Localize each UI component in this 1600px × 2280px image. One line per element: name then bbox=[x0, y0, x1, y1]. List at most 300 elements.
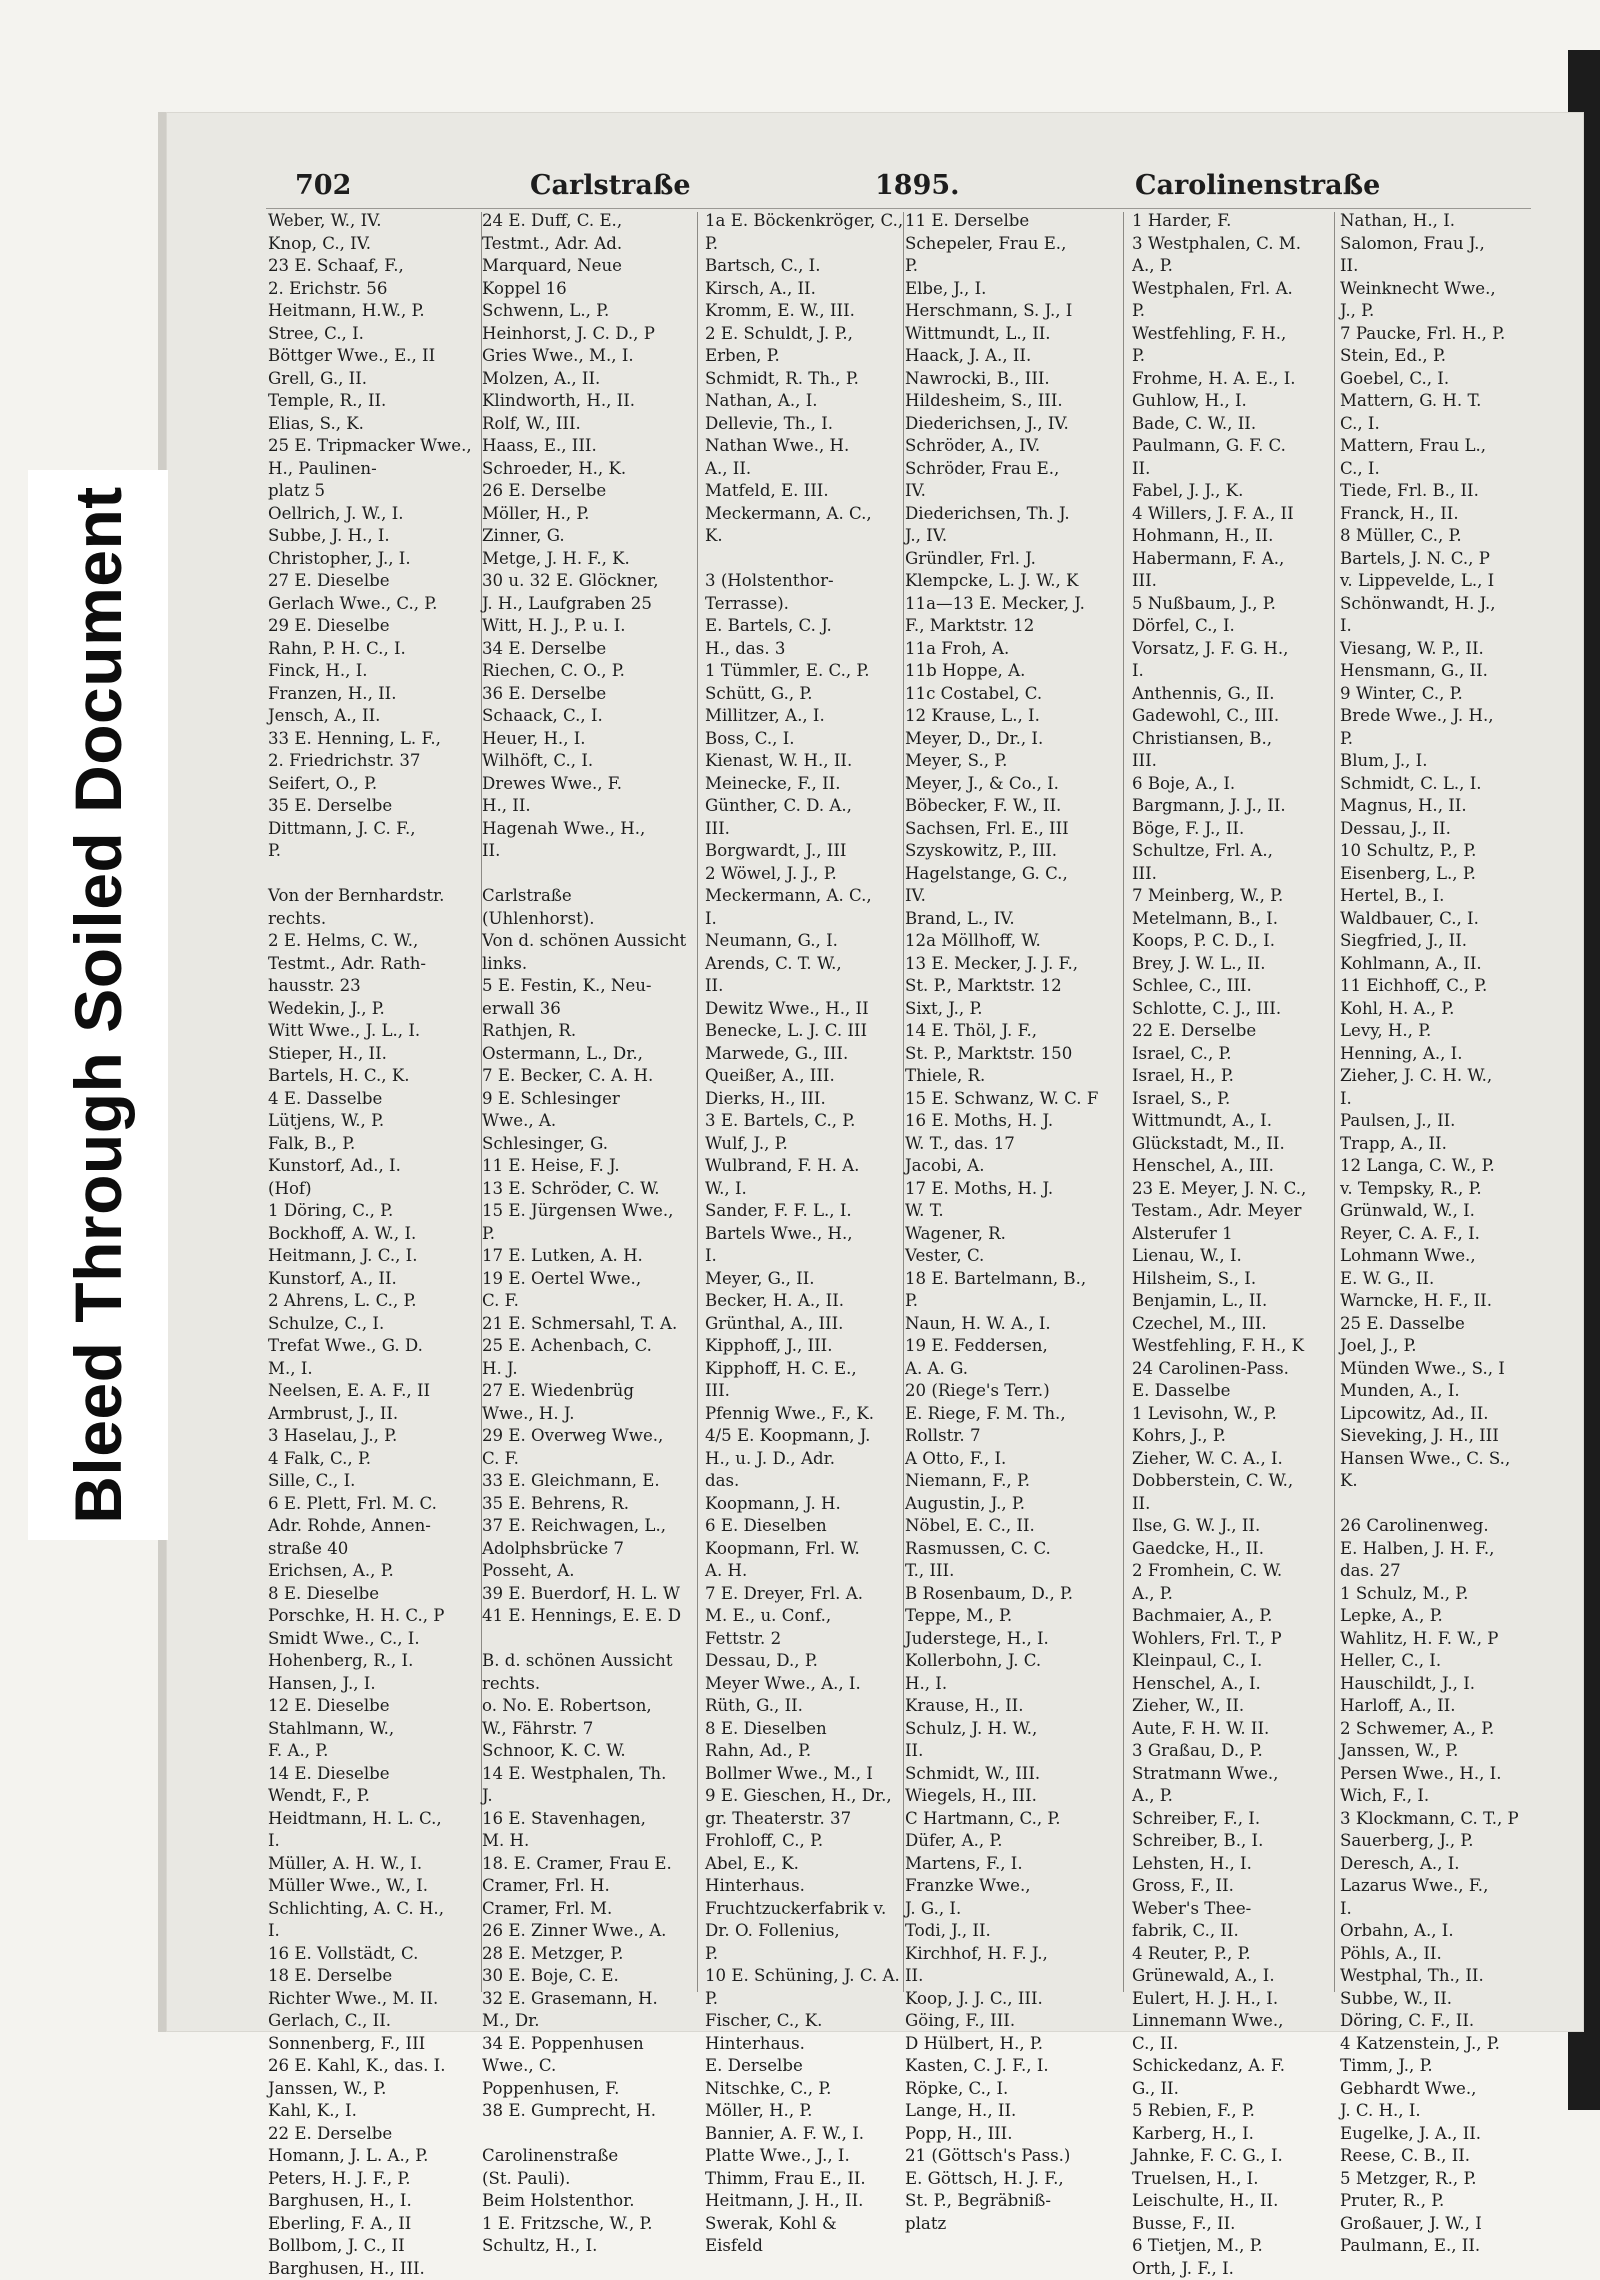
directory-entry-line: Fabel, J. J., K. bbox=[1132, 480, 1340, 503]
directory-entry-line: Lepke, A., P. bbox=[1340, 1605, 1528, 1628]
directory-entry-line: K. bbox=[705, 525, 905, 548]
directory-entry-line: Bargmann, J. J., II. bbox=[1132, 795, 1340, 818]
directory-entry-line: 11 Eichhoff, C., P. bbox=[1340, 975, 1528, 998]
directory-entry-line: Vester, C. bbox=[905, 1245, 1115, 1268]
directory-entry-line: Benjamin, L., II. bbox=[1132, 1290, 1340, 1313]
directory-entry-line: Haass, E., III. bbox=[482, 435, 680, 458]
directory-entry-line: F., Marktstr. 12 bbox=[905, 615, 1115, 638]
directory-entry-line: Naun, H. W. A., I. bbox=[905, 1313, 1115, 1336]
directory-entry-line: II. bbox=[905, 1740, 1115, 1763]
directory-entry-line: Gerlach Wwe., C., P. bbox=[268, 593, 480, 616]
directory-entry-line: Karberg, H., I. bbox=[1132, 2123, 1340, 2146]
directory-entry-line: Israel, S., P. bbox=[1132, 1088, 1340, 1111]
directory-entry-line: Sonnenberg, F., III bbox=[268, 2033, 480, 2056]
directory-column-5 bbox=[1132, 210, 1340, 2050]
directory-entry-line: 8 E. Dieselbe bbox=[268, 1583, 480, 1606]
directory-entry-line: C Hartmann, C., P. bbox=[905, 1808, 1115, 1831]
directory-entry-line: Eberling, F. A., II bbox=[268, 2213, 480, 2236]
directory-entry-line: Jahnke, F. C. G., I. bbox=[1132, 2145, 1340, 2168]
directory-entry-line: Wahlitz, H. F. W., P bbox=[1340, 1628, 1528, 1651]
directory-entry-line: 2. Friedrichstr. 37 bbox=[268, 750, 480, 773]
directory-entry-line: Molzen, A., II. bbox=[482, 368, 680, 391]
directory-entry-line: Kipphoff, H. C. E., bbox=[705, 1358, 905, 1381]
directory-entry-line: Israel, H., P. bbox=[1132, 1065, 1340, 1088]
directory-entry-line: hausstr. 23 bbox=[268, 975, 480, 998]
directory-entry-line: 6 Boje, A., I. bbox=[1132, 773, 1340, 796]
directory-entry-line: Testmt., Adr. Rath- bbox=[268, 953, 480, 976]
directory-entry-line: Warncke, H. F., II. bbox=[1340, 1290, 1528, 1313]
directory-entry-line: Leischulte, H., II. bbox=[1132, 2190, 1340, 2213]
directory-entry-line: Kohrs, J., P. bbox=[1132, 1425, 1340, 1448]
directory-entry-line: Terrasse). bbox=[705, 593, 905, 616]
directory-entry-line: Matfeld, E. III. bbox=[705, 480, 905, 503]
directory-entry-line: W., I. bbox=[705, 1178, 905, 1201]
directory-entry-line: P. bbox=[1132, 345, 1340, 368]
directory-entry-line: Witt Wwe., J. L., I. bbox=[268, 1020, 480, 1043]
directory-entry-line: Testam., Adr. Meyer bbox=[1132, 1200, 1340, 1223]
directory-entry-line: I. bbox=[1340, 1088, 1528, 1111]
directory-entry-line: Vorsatz, J. F. G. H., bbox=[1132, 638, 1340, 661]
directory-entry-line: Wedekin, J., P. bbox=[268, 998, 480, 1021]
directory-entry-line: H., das. 3 bbox=[705, 638, 905, 661]
directory-entry-line: Bartels Wwe., H., bbox=[705, 1223, 905, 1246]
directory-entry-line: Witt, H. J., P. u. I. bbox=[482, 615, 680, 638]
directory-entry-line: Grünthal, A., III. bbox=[705, 1313, 905, 1336]
directory-entry-line: H., Paulinen- bbox=[268, 458, 480, 481]
directory-entry-line: Martens, F., I. bbox=[905, 1853, 1115, 1876]
directory-entry-line: 12a Möllhoff, W. bbox=[905, 930, 1115, 953]
directory-entry-line: Habermann, F. A., bbox=[1132, 548, 1340, 571]
directory-entry-line: das. 27 bbox=[1340, 1560, 1528, 1583]
directory-entry-line: Kirchhof, H. F. J., bbox=[905, 1943, 1115, 1966]
left-street-heading: Carlstraße bbox=[530, 170, 691, 201]
directory-entry-line: Nathan, A., I. bbox=[705, 390, 905, 413]
directory-entry-line: 9 E. Schlesinger bbox=[482, 1088, 680, 1111]
directory-entry-line: Paulmann, E., II. bbox=[1340, 2235, 1528, 2258]
directory-entry-line: Rolf, W., III. bbox=[482, 413, 680, 436]
directory-entry-line: Bollbom, J. C., II bbox=[268, 2235, 480, 2258]
directory-entry-line: Zieher, W. C. A., I. bbox=[1132, 1448, 1340, 1471]
directory-entry-line: Schultze, Frl. A., bbox=[1132, 840, 1340, 863]
directory-entry-line: Frohloff, C., P. bbox=[705, 1830, 905, 1853]
directory-entry-line: 5 Nußbaum, J., P. bbox=[1132, 593, 1340, 616]
directory-entry-line: Kirsch, A., II. bbox=[705, 278, 905, 301]
directory-entry-line: Brand, L., IV. bbox=[905, 908, 1115, 931]
directory-entry-line: Gross, F., II. bbox=[1132, 1875, 1340, 1898]
column-rule bbox=[1123, 212, 1124, 1992]
directory-entry-line: 4 Willers, J. F. A., II bbox=[1132, 503, 1340, 526]
directory-entry-line: Gerlach, C., II. bbox=[268, 2010, 480, 2033]
page-header bbox=[295, 170, 1335, 206]
directory-entry-line: II. bbox=[1132, 458, 1340, 481]
directory-entry-line bbox=[482, 1628, 680, 1651]
directory-entry-line: Hohenberg, R., I. bbox=[268, 1650, 480, 1673]
directory-entry-line: Koppel 16 bbox=[482, 278, 680, 301]
directory-entry-line: Heuer, H., I. bbox=[482, 728, 680, 751]
directory-entry-line: Lehsten, H., I. bbox=[1132, 1853, 1340, 1876]
directory-entry-line: Meckermann, A. C., bbox=[705, 503, 905, 526]
directory-entry-line bbox=[482, 2123, 680, 2146]
directory-entry-line: 39 E. Buerdorf, H. L. W bbox=[482, 1583, 680, 1606]
directory-column-4 bbox=[905, 210, 1115, 2050]
directory-entry-line: Reese, C. B., II. bbox=[1340, 2145, 1528, 2168]
directory-entry-line: Adr. Rohde, Annen- bbox=[268, 1515, 480, 1538]
directory-entry-line: Israel, C., P. bbox=[1132, 1043, 1340, 1066]
directory-entry-line: Schlee, C., III. bbox=[1132, 975, 1340, 998]
directory-entry-line: 14 E. Thöl, J. F., bbox=[905, 1020, 1115, 1043]
directory-entry-line: Koop, J. J. C., III. bbox=[905, 1988, 1115, 2011]
directory-entry-line: 29 E. Overweg Wwe., bbox=[482, 1425, 680, 1448]
directory-entry-line: D Hülbert, H., P. bbox=[905, 2033, 1115, 2056]
directory-entry-line: 4 E. Dasselbe bbox=[268, 1088, 480, 1111]
directory-entry-line: Glückstadt, M., II. bbox=[1132, 1133, 1340, 1156]
directory-entry-line: Schlichting, A. C. H., bbox=[268, 1898, 480, 1921]
directory-entry-line: Harloff, A., II. bbox=[1340, 1695, 1528, 1718]
directory-entry-line: Koopmann, Frl. W. bbox=[705, 1538, 905, 1561]
directory-entry-line: Schütt, G., P. bbox=[705, 683, 905, 706]
directory-entry-line: Pfennig Wwe., F., K. bbox=[705, 1403, 905, 1426]
directory-entry-line: Teppe, M., P. bbox=[905, 1605, 1115, 1628]
directory-entry-line: 25 E. Tripmacker Wwe., bbox=[268, 435, 480, 458]
directory-entry-line: 28 E. Metzger, P. bbox=[482, 1943, 680, 1966]
directory-column-2 bbox=[482, 210, 680, 2050]
directory-entry-line: Bannier, A. F. W., I. bbox=[705, 2123, 905, 2146]
directory-entry-line: H., II. bbox=[482, 795, 680, 818]
directory-entry-line: Adolphsbrücke 7 bbox=[482, 1538, 680, 1561]
directory-entry-line: Von der Bernhardstr. bbox=[268, 885, 480, 908]
directory-entry-line: 4/5 E. Koopmann, J. bbox=[705, 1425, 905, 1448]
directory-entry-line: Homann, J. L. A., P. bbox=[268, 2145, 480, 2168]
directory-entry-line: 12 E. Dieselbe bbox=[268, 1695, 480, 1718]
directory-entry-line: Arends, C. T. W., bbox=[705, 953, 905, 976]
directory-entry-line: G., II. bbox=[1132, 2078, 1340, 2101]
directory-entry-line: 8 Müller, C., P. bbox=[1340, 525, 1528, 548]
directory-entry-line: Marquard, Neue bbox=[482, 255, 680, 278]
directory-entry-line: 34 E. Poppenhusen bbox=[482, 2033, 680, 2056]
directory-entry-line: 19 E. Feddersen, bbox=[905, 1335, 1115, 1358]
directory-entry-line: H., I. bbox=[905, 1673, 1115, 1696]
condition-stamp bbox=[28, 470, 168, 1540]
directory-entry-line: Fruchtzuckerfabrik v. bbox=[705, 1898, 905, 1921]
directory-entry-line: B Rosenbaum, D., P. bbox=[905, 1583, 1115, 1606]
directory-entry-line: Bachmaier, A., P. bbox=[1132, 1605, 1340, 1628]
directory-entry-line: Schlesinger, G. bbox=[482, 1133, 680, 1156]
directory-entry-line: 26 E. Zinner Wwe., A. bbox=[482, 1920, 680, 1943]
directory-entry-line: 35 E. Behrens, R. bbox=[482, 1493, 680, 1516]
directory-entry-line: I. bbox=[705, 1245, 905, 1268]
directory-entry-line: Koopmann, J. H. bbox=[705, 1493, 905, 1516]
directory-entry-line: v. Lippevelde, L., I bbox=[1340, 570, 1528, 593]
directory-entry-line: Becker, H. A., II. bbox=[705, 1290, 905, 1313]
directory-entry-line: 13 E. Mecker, J. J. F., bbox=[905, 953, 1115, 976]
directory-entry-line: Czechel, M., III. bbox=[1132, 1313, 1340, 1336]
directory-entry-line: Drewes Wwe., F. bbox=[482, 773, 680, 796]
directory-entry-line: gr. Theaterstr. 37 bbox=[705, 1808, 905, 1831]
directory-entry-line: Benecke, L. J. C. III bbox=[705, 1020, 905, 1043]
directory-entry-line: (St. Pauli). bbox=[482, 2168, 680, 2191]
directory-entry-line: Platte Wwe., J., I. bbox=[705, 2145, 905, 2168]
directory-entry-line: Schröder, Frau E., bbox=[905, 458, 1115, 481]
directory-entry-line: Meyer, D., Dr., I. bbox=[905, 728, 1115, 751]
directory-entry-line: A Otto, F., I. bbox=[905, 1448, 1115, 1471]
directory-entry-line: Oellrich, J. W., I. bbox=[268, 503, 480, 526]
directory-entry-line: Orth, J. F., I. bbox=[1132, 2258, 1340, 2280]
directory-entry-line: 36 E. Derselbe bbox=[482, 683, 680, 706]
directory-entry-line: F. A., P. bbox=[268, 1740, 480, 1763]
directory-entry-line: Rasmussen, C. C. bbox=[905, 1538, 1115, 1561]
directory-entry-line: Riechen, C. O., P. bbox=[482, 660, 680, 683]
directory-entry-line: platz 5 bbox=[268, 480, 480, 503]
directory-entry-line: Rahn, P. H. C., I. bbox=[268, 638, 480, 661]
directory-entry-line: Meckermann, A. C., bbox=[705, 885, 905, 908]
directory-entry-line: H. J. bbox=[482, 1358, 680, 1381]
directory-entry-line: Anthennis, G., II. bbox=[1132, 683, 1340, 706]
directory-entry-line: A. A. G. bbox=[905, 1358, 1115, 1381]
directory-entry-line: Hilsheim, S., I. bbox=[1132, 1268, 1340, 1291]
directory-entry-line: Peters, H. J. F., P. bbox=[268, 2168, 480, 2191]
directory-entry-line: E. Halben, J. H. F., bbox=[1340, 1538, 1528, 1561]
directory-entry-line: Cramer, Frl. M. bbox=[482, 1898, 680, 1921]
directory-entry-line: Stieper, H., II. bbox=[268, 1043, 480, 1066]
directory-entry-line: 15 E. Jürgensen Wwe., bbox=[482, 1200, 680, 1223]
directory-entry-line: Schönwandt, H. J., bbox=[1340, 593, 1528, 616]
page-number: 702 bbox=[295, 170, 351, 201]
directory-entry-line: Kollerbohn, J. C. bbox=[905, 1650, 1115, 1673]
directory-entry-line: Gries Wwe., M., I. bbox=[482, 345, 680, 368]
directory-entry-line: E. W. G., II. bbox=[1340, 1268, 1528, 1291]
directory-entry-line: 33 E. Gleichmann, E. bbox=[482, 1470, 680, 1493]
directory-entry-line: 27 E. Dieselbe bbox=[268, 570, 480, 593]
directory-entry-line: Posseht, A. bbox=[482, 1560, 680, 1583]
directory-entry-line: 2 Wöwel, J. J., P. bbox=[705, 863, 905, 886]
directory-entry-line: Neelsen, E. A. F., II bbox=[268, 1380, 480, 1403]
directory-entry-line: B. d. schönen Aussicht bbox=[482, 1650, 680, 1673]
directory-entry-line bbox=[705, 548, 905, 571]
directory-entry-line: Mattern, Frau L., bbox=[1340, 435, 1528, 458]
directory-entry-line: Waldbauer, C., I. bbox=[1340, 908, 1528, 931]
directory-entry-line: Von d. schönen Aussicht bbox=[482, 930, 680, 953]
directory-entry-line: Schmidt, R. Th., P. bbox=[705, 368, 905, 391]
directory-entry-line: 30 u. 32 E. Glöckner, bbox=[482, 570, 680, 593]
directory-entry-line: A., P. bbox=[1132, 255, 1340, 278]
directory-entry-line: Testmt., Adr. Ad. bbox=[482, 233, 680, 256]
directory-entry-line: A., II. bbox=[705, 458, 905, 481]
directory-entry-line: Böbecker, F. W., II. bbox=[905, 795, 1115, 818]
directory-entry-line: Mattern, G. H. T. bbox=[1340, 390, 1528, 413]
directory-entry-line: J. bbox=[482, 1785, 680, 1808]
directory-entry-line: Stahlmann, W., bbox=[268, 1718, 480, 1741]
directory-entry-line: Heitmann, H.W., P. bbox=[268, 300, 480, 323]
directory-entry-line: Haack, J. A., II. bbox=[905, 345, 1115, 368]
directory-entry-line: 8 E. Dieselben bbox=[705, 1718, 905, 1741]
directory-entry-line: Trapp, A., II. bbox=[1340, 1133, 1528, 1156]
directory-entry-line: Schwenn, L., P. bbox=[482, 300, 680, 323]
directory-entry-line: 18 E. Bartelmann, B., bbox=[905, 1268, 1115, 1291]
directory-entry-line: 25 E. Achenbach, C. bbox=[482, 1335, 680, 1358]
directory-entry-line: 21 E. Schmersahl, T. A. bbox=[482, 1313, 680, 1336]
directory-entry-line: 11c Costabel, C. bbox=[905, 683, 1115, 706]
directory-entry-line: Hildesheim, S., III. bbox=[905, 390, 1115, 413]
directory-entry-line: Hansen Wwe., C. S., bbox=[1340, 1448, 1528, 1471]
directory-entry-line: Kromm, E. W., III. bbox=[705, 300, 905, 323]
directory-entry-line: 9 E. Gieschen, H., Dr., bbox=[705, 1785, 905, 1808]
directory-entry-line: 12 Langa, C. W., P. bbox=[1340, 1155, 1528, 1178]
directory-entry-line: Göing, F., III. bbox=[905, 2010, 1115, 2033]
directory-entry-line: 27 E. Wiedenbrüg bbox=[482, 1380, 680, 1403]
directory-entry-line: III. bbox=[1132, 570, 1340, 593]
directory-entry-line: 38 E. Gumprecht, H. bbox=[482, 2100, 680, 2123]
directory-entry-line bbox=[482, 863, 680, 886]
directory-entry-line: Fettstr. 2 bbox=[705, 1628, 905, 1651]
directory-entry-line: E. Derselbe bbox=[705, 2055, 905, 2078]
directory-entry-line: 14 E. Dieselbe bbox=[268, 1763, 480, 1786]
directory-entry-line: Pöhls, A., II. bbox=[1340, 1943, 1528, 1966]
directory-entry-line: Westfehling, F. H., bbox=[1132, 323, 1340, 346]
directory-entry-line: IV. bbox=[905, 885, 1115, 908]
directory-entry-line: I. bbox=[268, 1920, 480, 1943]
directory-entry-line: Wohlers, Frl. T., P bbox=[1132, 1628, 1340, 1651]
directory-entry-line: 9 Winter, C., P. bbox=[1340, 683, 1528, 706]
directory-entry-line: Herschmann, S. J., I bbox=[905, 300, 1115, 323]
directory-entry-line: Rollstr. 7 bbox=[905, 1425, 1115, 1448]
directory-entry-line: rechts. bbox=[268, 908, 480, 931]
directory-entry-line: Müller, A. H. W., I. bbox=[268, 1853, 480, 1876]
directory-entry-line: Gründler, Frl. J. bbox=[905, 548, 1115, 571]
directory-column-1 bbox=[268, 210, 480, 2050]
directory-entry-line: Schaack, C., I. bbox=[482, 705, 680, 728]
directory-entry-line: Christiansen, B., bbox=[1132, 728, 1340, 751]
directory-entry-line: 17 E. Moths, H. J. bbox=[905, 1178, 1115, 1201]
directory-entry-line: 7 Paucke, Frl. H., P. bbox=[1340, 323, 1528, 346]
directory-entry-line: Meyer, S., P. bbox=[905, 750, 1115, 773]
directory-entry-line: M., I. bbox=[268, 1358, 480, 1381]
directory-entry-line: Jensch, A., II. bbox=[268, 705, 480, 728]
directory-entry-line: 11 E. Heise, F. J. bbox=[482, 1155, 680, 1178]
directory-entry-line: Böge, F. J., II. bbox=[1132, 818, 1340, 841]
directory-entry-line: 18 E. Derselbe bbox=[268, 1965, 480, 1988]
directory-entry-line: Diederichsen, J., IV. bbox=[905, 413, 1115, 436]
directory-entry-line: C., I. bbox=[1340, 413, 1528, 436]
directory-entry-line: Nöbel, E. C., II. bbox=[905, 1515, 1115, 1538]
directory-entry-line: Weber's Thee- bbox=[1132, 1898, 1340, 1921]
directory-entry-line: St. P., Marktstr. 12 bbox=[905, 975, 1115, 998]
directory-entry-line: 30 E. Boje, C. E. bbox=[482, 1965, 680, 1988]
directory-entry-line: St. P., Marktstr. 150 bbox=[905, 1043, 1115, 1066]
directory-entry-line: fabrik, C., II. bbox=[1132, 1920, 1340, 1943]
directory-entry-line: Gebhardt Wwe., bbox=[1340, 2078, 1528, 2101]
directory-entry-line: erwall 36 bbox=[482, 998, 680, 1021]
directory-entry-line: Magnus, H., II. bbox=[1340, 795, 1528, 818]
directory-entry-line: 7 E. Becker, C. A. H. bbox=[482, 1065, 680, 1088]
directory-entry-line: Krause, H., II. bbox=[905, 1695, 1115, 1718]
directory-entry-line: Nawrocki, B., III. bbox=[905, 368, 1115, 391]
directory-entry-line: Schreiber, F., I. bbox=[1132, 1808, 1340, 1831]
directory-entry-line: J. C. H., I. bbox=[1340, 2100, 1528, 2123]
directory-entry-line: Heitmann, J. C., I. bbox=[268, 1245, 480, 1268]
directory-entry-line: Hohmann, H., II. bbox=[1132, 525, 1340, 548]
directory-entry-line: Janssen, W., P. bbox=[268, 2078, 480, 2101]
right-street-heading: Carolinenstraße bbox=[1135, 170, 1380, 201]
directory-entry-line: Trefat Wwe., G. D. bbox=[268, 1335, 480, 1358]
directory-entry-line: Hauschildt, J., I. bbox=[1340, 1673, 1528, 1696]
directory-entry-line: Zieher, W., II. bbox=[1132, 1695, 1340, 1718]
directory-entry-line: Eisenberg, L., P. bbox=[1340, 863, 1528, 886]
directory-entry-line: M. E., u. Conf., bbox=[705, 1605, 905, 1628]
directory-entry-line: Guhlow, H., I. bbox=[1132, 390, 1340, 413]
directory-entry-line: 22 E. Derselbe bbox=[268, 2123, 480, 2146]
directory-entry-line: 26 E. Derselbe bbox=[482, 480, 680, 503]
directory-entry-line: 1 Levisohn, W., P. bbox=[1132, 1403, 1340, 1426]
directory-entry-line: Reyer, C. A. F., I. bbox=[1340, 1223, 1528, 1246]
directory-entry-line: 5 E. Festin, K., Neu- bbox=[482, 975, 680, 998]
directory-entry-line: Stratmann Wwe., bbox=[1132, 1763, 1340, 1786]
directory-entry-line: E. Dasselbe bbox=[1132, 1380, 1340, 1403]
directory-entry-line: Todi, J., II. bbox=[905, 1920, 1115, 1943]
directory-entry-line: II. bbox=[705, 975, 905, 998]
directory-entry-line: P. bbox=[482, 1223, 680, 1246]
directory-entry-line: Schulz, J. H. W., bbox=[905, 1718, 1115, 1741]
directory-entry-line: Grünwald, W., I. bbox=[1340, 1200, 1528, 1223]
directory-entry-line: Temple, R., II. bbox=[268, 390, 480, 413]
directory-entry-line: Heinhorst, J. C. D., P bbox=[482, 323, 680, 346]
directory-entry-line: Hagenah Wwe., H., bbox=[482, 818, 680, 841]
directory-entry-line: 32 E. Grasemann, H. bbox=[482, 1988, 680, 2011]
directory-entry-line: Millitzer, A., I. bbox=[705, 705, 905, 728]
directory-entry-line: E. Bartels, C. J. bbox=[705, 615, 905, 638]
directory-entry-line: Wulf, J., P. bbox=[705, 1133, 905, 1156]
directory-entry-line: II. bbox=[1340, 255, 1528, 278]
directory-entry-line: Sille, C., I. bbox=[268, 1470, 480, 1493]
directory-entry-line: straße 40 bbox=[268, 1538, 480, 1561]
directory-entry-line: Christopher, J., I. bbox=[268, 548, 480, 571]
directory-entry-line: Müller Wwe., W., I. bbox=[268, 1875, 480, 1898]
directory-entry-line: Ilse, G. W. J., II. bbox=[1132, 1515, 1340, 1538]
directory-entry-line: Wulbrand, F. H. A. bbox=[705, 1155, 905, 1178]
directory-entry-line: 33 E. Henning, L. F., bbox=[268, 728, 480, 751]
directory-entry-line: 3 Haselau, J., P. bbox=[268, 1425, 480, 1448]
directory-entry-line: Sixt, J., P. bbox=[905, 998, 1115, 1021]
directory-entry-line: platz bbox=[905, 2213, 1115, 2236]
directory-entry-line: Westfehling, F. H., K bbox=[1132, 1335, 1340, 1358]
directory-entry-line: Wwe., H. J. bbox=[482, 1403, 680, 1426]
directory-entry-line: Finck, H., I. bbox=[268, 660, 480, 683]
directory-entry-line: Tiede, Frl. B., II. bbox=[1340, 480, 1528, 503]
directory-entry-line: P. bbox=[1340, 728, 1528, 751]
directory-entry-line: 13 E. Schröder, C. W. bbox=[482, 1178, 680, 1201]
directory-entry-line: 2 E. Helms, C. W., bbox=[268, 930, 480, 953]
directory-entry-line: 1 E. Fritzsche, W., P. bbox=[482, 2213, 680, 2236]
directory-entry-line: Grell, G., II. bbox=[268, 368, 480, 391]
directory-entry-line: Hinterhaus. bbox=[705, 2033, 905, 2056]
directory-entry-line: P. bbox=[268, 840, 480, 863]
directory-entry-line: Hagelstange, G. C., bbox=[905, 863, 1115, 886]
directory-entry-line: 4 Reuter, P., P. bbox=[1132, 1943, 1340, 1966]
header-rule bbox=[266, 208, 1531, 209]
directory-entry-line: Knop, C., IV. bbox=[268, 233, 480, 256]
directory-entry-line: Heller, C., I. bbox=[1340, 1650, 1528, 1673]
directory-entry-line: (Uhlenhorst). bbox=[482, 908, 680, 931]
directory-entry-line: Carolinenstraße bbox=[482, 2145, 680, 2168]
directory-entry-line: Wagener, R. bbox=[905, 1223, 1115, 1246]
directory-entry-line: I. bbox=[705, 908, 905, 931]
directory-entry-line: H., u. J. D., Adr. bbox=[705, 1448, 905, 1471]
directory-entry-line: 6 Tietjen, M., P. bbox=[1132, 2235, 1340, 2258]
directory-entry-line: 5 Metzger, R., P. bbox=[1340, 2168, 1528, 2191]
directory-entry-line: Großauer, J. W., I bbox=[1340, 2213, 1528, 2236]
directory-entry-line: Wwe., A. bbox=[482, 1110, 680, 1133]
directory-entry-line: Meyer Wwe., A., I. bbox=[705, 1673, 905, 1696]
directory-entry-line bbox=[268, 863, 480, 886]
